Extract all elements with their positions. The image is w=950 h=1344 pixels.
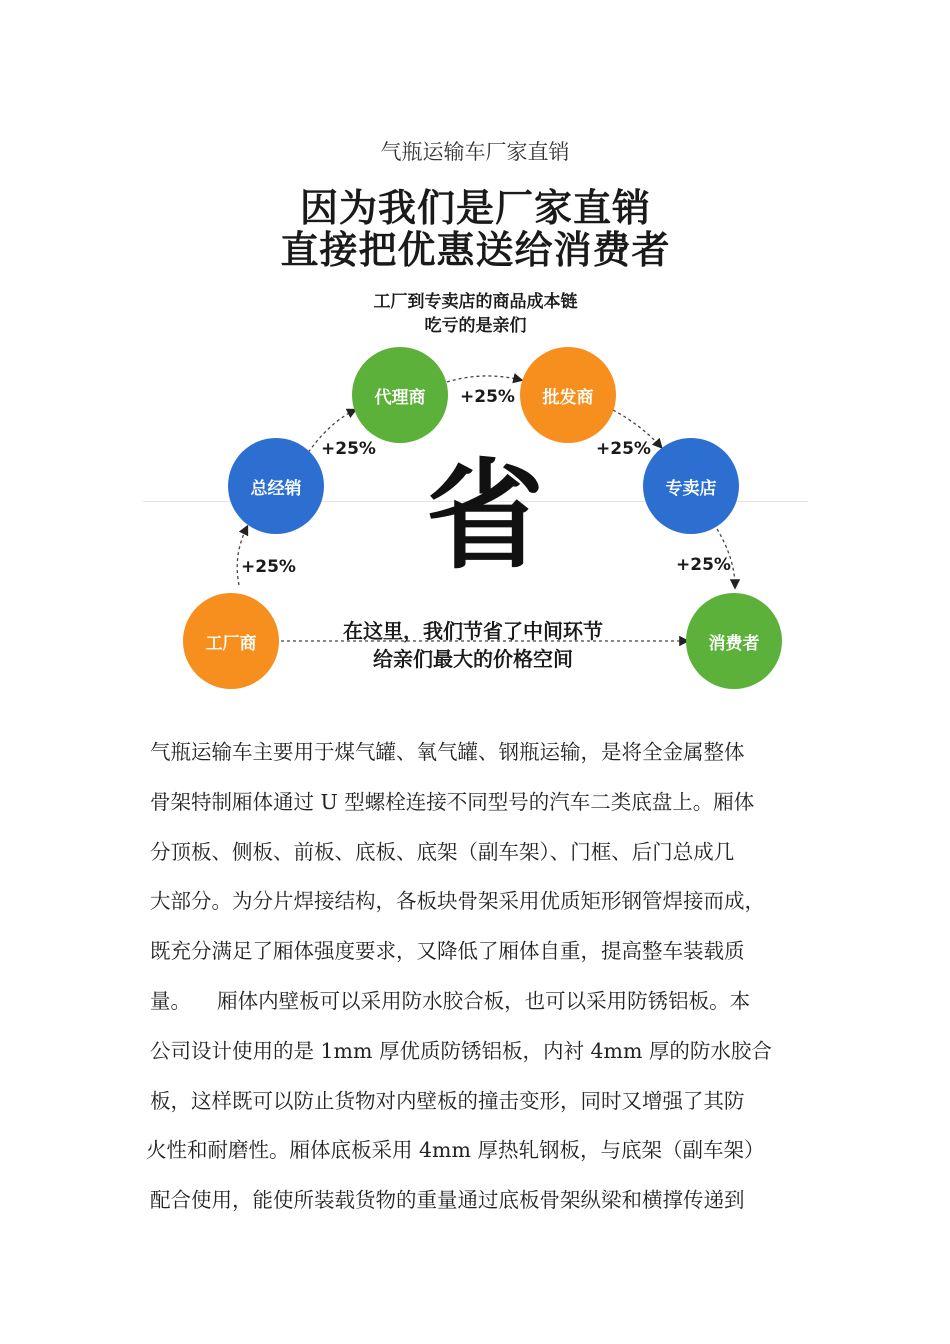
markup-label-2: +25% — [321, 439, 376, 459]
document-title: 气瓶运输车厂家直销 — [380, 140, 570, 164]
node-wholesaler: 批发商 — [520, 347, 616, 443]
banner-bottom-line-1: 在这里，我们节省了中间环节 — [343, 619, 603, 643]
body-line: 配合使用，能使所装载货物的重量通过底板骨架纵梁和横撑传递到 — [150, 1188, 745, 1213]
node-consumer: 消费者 — [686, 593, 782, 689]
markup-label-5: +25% — [676, 555, 731, 575]
node-factory: 工厂商 — [183, 593, 279, 689]
banner-headline-2: 直接把优惠送给消费者 — [280, 228, 671, 272]
body-line: 板，这样既可以防止货物对内壁板的撞击变形，同时又增强了其防 — [150, 1088, 745, 1113]
banner-subtitle-1: 工厂到专卖店的商品成本链 — [373, 292, 578, 312]
body-line: 火性和耐磨性。厢体底板采用 4mm 厚热轧钢板，与底架（副车架） — [146, 1138, 765, 1163]
body-line: 分顶板、侧板、前板、底板、底架（副车架）、门框、后门总成几 — [150, 839, 735, 864]
body-line: 既充分满足了厢体强度要求，又降低了厢体自重，提高整车装载质 — [150, 939, 745, 964]
body-line: 气瓶运输车主要用于煤气罐、氧气罐、钢瓶运输，是将全金属整体 — [150, 740, 745, 764]
node-distributor: 总经销 — [228, 438, 324, 534]
promo-banner — [143, 175, 808, 700]
save-character: 省 — [426, 447, 545, 585]
body-paragraph — [146, 728, 815, 1226]
node-store: 专卖店 — [643, 438, 739, 534]
body-line: 量。 厢体内壁板可以采用防水胶合板，也可以采用防锈铝板。本 — [150, 988, 751, 1013]
body-line: 公司设计使用的是 1mm 厚优质防锈铝板，内衬 4mm 厚的防水胶合 — [150, 1038, 772, 1063]
markup-label-3: +25% — [460, 387, 515, 407]
markup-label-1: +25% — [241, 557, 296, 577]
body-line: 大部分。为分片焊接结构，各板块骨架采用优质矩形钢管焊接而成， — [150, 889, 765, 914]
banner-headline-1: 因为我们是厂家直销 — [299, 186, 651, 230]
node-agent: 代理商 — [352, 347, 448, 443]
markup-label-4: +25% — [596, 439, 651, 459]
arrow-agent-to-wholesaler — [447, 376, 521, 382]
body-line: 骨架特制厢体通过 U 型螺栓连接不同型号的汽车二类底盘上。厢体 — [150, 789, 755, 814]
banner-bottom-line-2: 给亲们最大的价格空间 — [373, 647, 573, 671]
banner-subtitle-2: 吃亏的是亲们 — [424, 316, 527, 336]
